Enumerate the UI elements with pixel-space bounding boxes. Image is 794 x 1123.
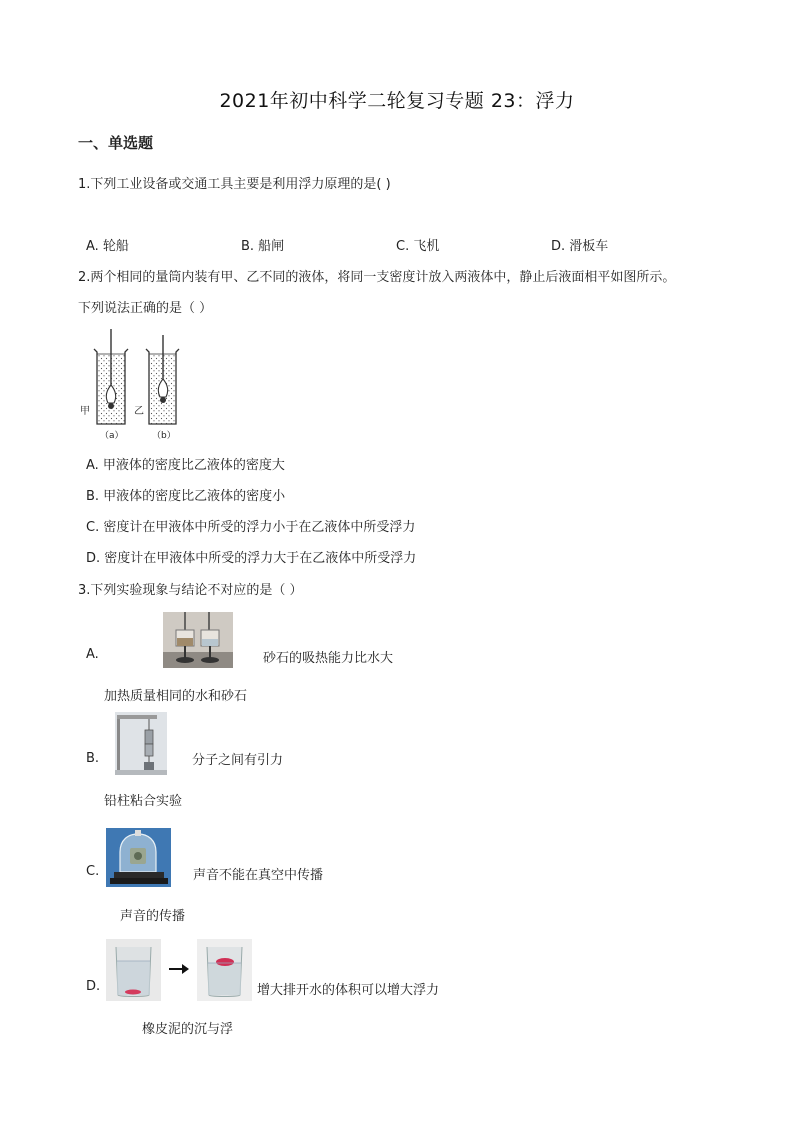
q1-option-c[interactable]: C. 飞机 — [396, 239, 440, 254]
q1-option-a[interactable]: A. 轮船 — [86, 239, 129, 254]
clay-floating-photo — [197, 939, 252, 1001]
q2-option-c[interactable]: C. 密度计在甲液体中所受的浮力小于在乙液体中所受浮力 — [86, 520, 416, 535]
q2-stem-line1: 2.两个相同的量筒内装有甲、乙不同的液体，将同一支密度计放入两液体中，静止后液面相平如图所示。 — [78, 270, 676, 285]
heating-water-sand-photo — [163, 612, 233, 668]
q3-option-a-conclusion: 砂石的吸热能力比水大 — [263, 651, 394, 666]
label-jia: 甲 — [80, 406, 90, 417]
bell-jar-photo — [106, 828, 171, 887]
section-heading: 一、单选题 — [78, 134, 154, 152]
q3-option-c-conclusion: 声音不能在真空中传播 — [193, 868, 324, 883]
clay-sinking-photo — [106, 939, 161, 1001]
q3-option-a-caption: 加热质量相同的水和砂石 — [104, 689, 248, 704]
q3-option-c-letter[interactable]: C. — [86, 864, 100, 879]
hydrometer-figure — [80, 327, 190, 442]
q3-option-b-conclusion: 分子之间有引力 — [192, 753, 284, 768]
q2-stem-line2: 下列说法正确的是（ ） — [78, 301, 213, 316]
lead-cylinder-photo — [115, 712, 167, 775]
q1-option-d[interactable]: D. 滑板车 — [551, 239, 609, 254]
q3-option-d-caption: 橡皮泥的沉与浮 — [142, 1022, 234, 1037]
q3-option-a-letter[interactable]: A. — [86, 647, 99, 662]
q2-option-a[interactable]: A. 甲液体的密度比乙液体的密度大 — [86, 458, 285, 473]
page-title: 2021年初中科学二轮复习专题 23：浮力 — [219, 90, 575, 112]
cylinder-b — [146, 335, 179, 424]
q1-option-b[interactable]: B. 船闸 — [241, 239, 285, 254]
arrow-right-icon — [167, 962, 191, 976]
q3-option-d-letter[interactable]: D. — [86, 979, 101, 994]
q2-option-b[interactable]: B. 甲液体的密度比乙液体的密度小 — [86, 489, 286, 504]
caption-b: （b） — [152, 431, 176, 441]
q3-option-b-letter[interactable]: B. — [86, 751, 100, 766]
caption-a: （a） — [100, 431, 124, 441]
cylinder-a — [94, 329, 128, 424]
q3-option-d-conclusion: 增大排开水的体积可以增大浮力 — [257, 983, 440, 998]
q2-option-d[interactable]: D. 密度计在甲液体中所受的浮力大于在乙液体中所受浮力 — [86, 551, 417, 566]
q3-stem: 3.下列实验现象与结论不对应的是（ ） — [78, 583, 303, 598]
q3-option-c-caption: 声音的传播 — [120, 909, 186, 924]
label-yi: 乙 — [134, 406, 144, 417]
q1-stem: 1.下列工业设备或交通工具主要是利用浮力原理的是( ) — [78, 177, 391, 192]
q3-option-b-caption: 铅柱粘合实验 — [104, 794, 183, 809]
